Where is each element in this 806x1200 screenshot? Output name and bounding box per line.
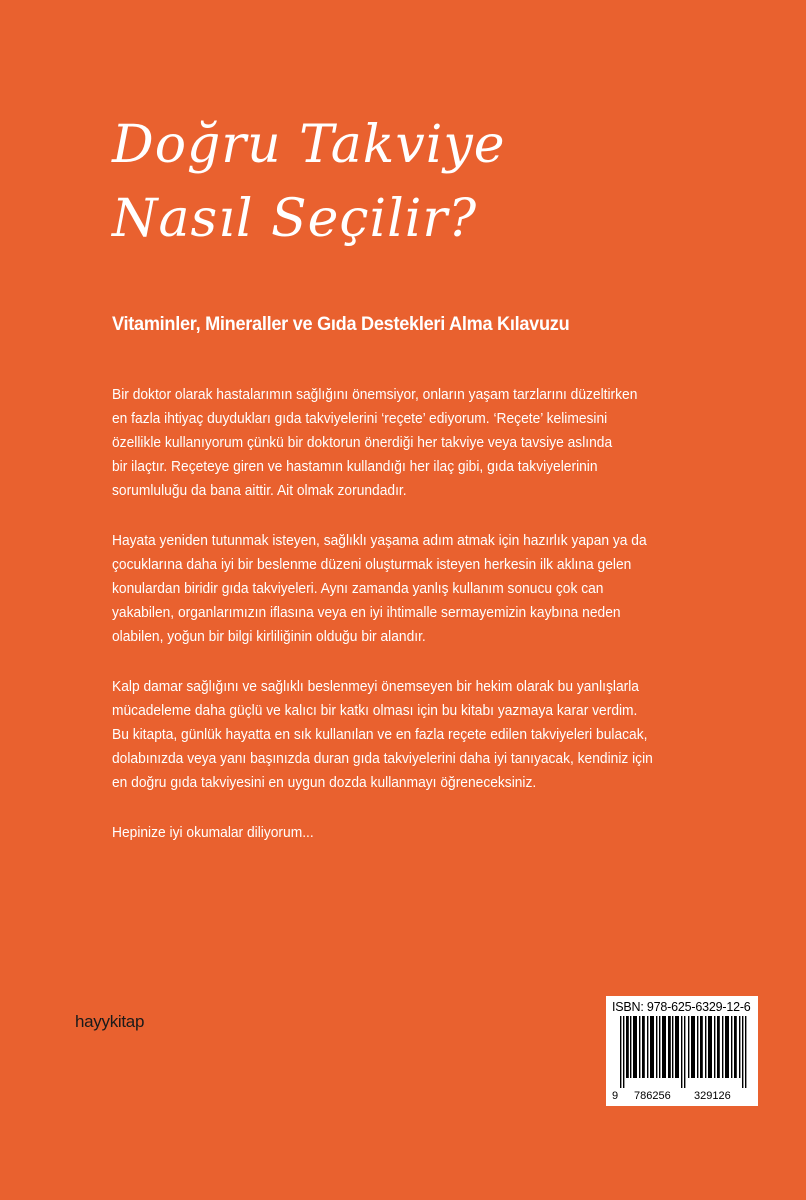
- barcode-bars: [620, 1016, 752, 1088]
- blurb-line: Kalp damar sağlığını ve sağlıklı beslenmeyi önemseyen bir hekim olarak bu yanlışlarla: [112, 678, 639, 695]
- blurb-line: yakabilen, organlarımızın iflasına veya en iyi ihtimalle sermayemizin kaybına neden: [112, 604, 621, 621]
- blurb-paragraph-2: [112, 529, 752, 649]
- blurb-line: bir ilaçtır. Reçeteye giren ve hastamın kullandığı her ilaç gibi, gıda takviyelerinin: [112, 458, 598, 475]
- barcode-digit-group-1: 786256: [634, 1090, 671, 1102]
- blurb-line: dolabınızda veya yanı başınızda duran gıda takviyelerini daha iyi tanıyacak, kendiniz için: [112, 750, 653, 767]
- blurb-line: Hayata yeniden tutunmak isteyen, sağlıklı yaşama adım atmak için hazırlık yapan ya da: [112, 532, 647, 549]
- blurb-line: en fazla ihtiyaç duydukları gıda takviyelerini ‘reçete’ ediyorum. ‘Reçete’ kelimesini: [112, 410, 608, 427]
- barcode-icon: [620, 1016, 752, 1088]
- blurb-line: en doğru gıda takviyesini en uygun dozda kullanmayı öğreneceksiniz.: [112, 774, 537, 791]
- blurb-line: Hepinize iyi okumalar diliyorum...: [112, 824, 314, 841]
- barcode-digit-prefix: 9: [612, 1090, 619, 1102]
- title-line-2: Nasıl Seçilir?: [112, 189, 478, 249]
- blurb-line: olabilen, yoğun bir bilgi kirliliğinin olduğu bir alandır.: [112, 628, 426, 645]
- blurb-line: Bu kitapta, günlük hayatta en sık kullanılan ve en fazla reçete edilen takviyeleri bulacak,: [112, 726, 648, 743]
- blurb-line: Bir doktor olarak hastalarımın sağlığını önemsiyor, onların yaşam tarzlarını düzeltirken: [112, 386, 638, 403]
- isbn-barcode: [606, 996, 758, 1106]
- barcode-digit-group-2: 329126: [694, 1090, 731, 1102]
- publisher-logo: hayykitap: [75, 1012, 145, 1031]
- blurb-line: mücadeleme daha güçlü ve kalıcı bir katkı olması için bu kitabı yazmaya karar verdim.: [112, 702, 638, 719]
- blurb-paragraph-3: [112, 675, 752, 795]
- blurb-line: sorumluluğu da bana aittir. Ait olmak zorundadır.: [112, 482, 407, 499]
- blurb-closing: [112, 821, 752, 845]
- blurb-paragraph-1: [112, 383, 752, 503]
- blurb-line: özellikle kullanıyorum çünkü bir doktorun önerdiği her takviye veya tavsiye aslında: [112, 434, 613, 451]
- title-line-1: Doğru Takviye: [112, 115, 506, 175]
- blurb-line: çocuklarına daha iyi bir beslenme düzeni oluşturmak isteyen herkesin ilk aklına gelen: [112, 556, 632, 573]
- isbn-label: ISBN: 978-625-6329-12-6: [612, 1000, 751, 1014]
- book-subtitle: Vitaminler, Mineraller ve Gıda Destekleri Alma Kılavuzu: [112, 313, 570, 335]
- back-cover-blurb: [112, 383, 752, 871]
- book-title: [112, 108, 672, 256]
- blurb-line: konulardan biridir gıda takviyeleri. Aynı zamanda yanlış kullanım sonucu çok can: [112, 580, 604, 597]
